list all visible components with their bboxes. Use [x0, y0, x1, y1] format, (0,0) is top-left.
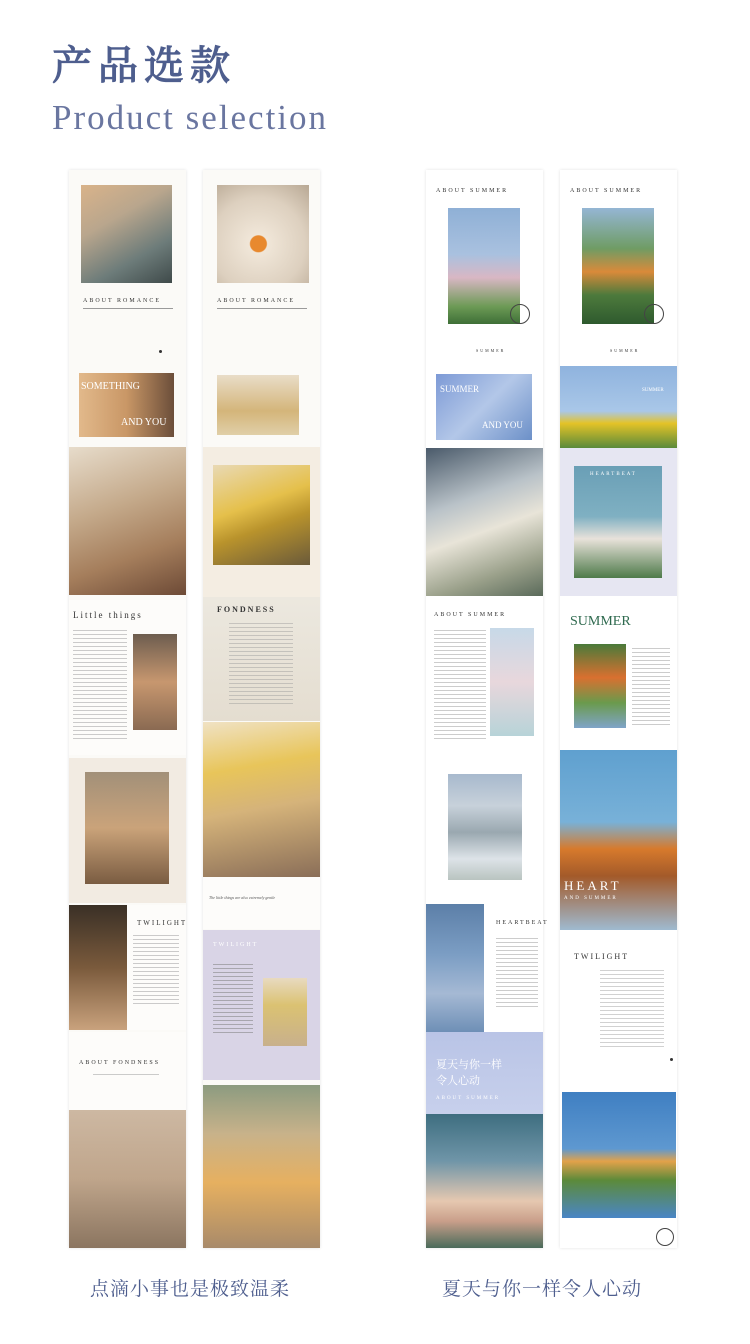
orange-flower-photo: [574, 644, 626, 728]
stamp-icon: [644, 304, 664, 324]
daisy-bouquet-photo: [426, 448, 543, 596]
sky-panel: [560, 1090, 677, 1248]
page-title-en: Product selection: [52, 98, 329, 137]
body-text-block: [213, 964, 253, 1034]
summer-and-you-panel: [426, 370, 543, 448]
caption-summer: 夏天与你一样令人心动: [442, 1278, 643, 1300]
about-romance-label: ABOUT ROMANCE: [217, 298, 296, 304]
quote-panel: [203, 877, 320, 929]
tulips-photo: [69, 1110, 186, 1248]
twilight-card-panel: [203, 930, 320, 1080]
straw-hat-photo: [69, 447, 186, 595]
flower-photo: [81, 185, 172, 283]
and-you-text: AND YOU: [121, 417, 167, 428]
heartbeat-title: HEARTBEAT: [496, 920, 549, 926]
tulip-photo: [263, 978, 307, 1046]
body-text-block: [229, 623, 293, 707]
about-fondness-panel: [69, 1032, 186, 1110]
something-text: SOMETHING: [81, 381, 140, 392]
about-summer-label-2: ABOUT SUMMER: [434, 612, 507, 618]
divider: [217, 308, 307, 309]
about-summer-panel: [560, 170, 677, 360]
about-summer-label: ABOUT SUMMER: [570, 188, 643, 194]
quote-text: The little things are also extremely gentle: [209, 895, 276, 900]
cn-line-1: 夏天与你一样: [436, 1058, 502, 1071]
about-summer-panel: [426, 170, 543, 360]
caption-romance: 点滴小事也是极致温柔: [90, 1278, 291, 1300]
strip-romance-1: [69, 170, 186, 1248]
stamp-icon: [510, 304, 530, 324]
summer-small-label: SUMMER: [476, 348, 506, 353]
dots-icon: [159, 350, 162, 353]
something-panel: [69, 365, 186, 445]
about-romance-label: ABOUT ROMANCE: [83, 298, 162, 304]
body-text-block: [632, 648, 670, 726]
twilight-title: TWILIGHT: [213, 942, 259, 948]
stamp-icon: [656, 1228, 674, 1246]
about-fondness-label: ABOUT FONDNESS: [79, 1060, 161, 1066]
heartbeat-panel: [426, 900, 549, 1032]
sunset-photo: [426, 1114, 543, 1248]
sky-flower-photo: [574, 466, 662, 578]
little-things-panel: [69, 600, 186, 755]
body-text-block: [600, 970, 664, 1050]
summer-text: SUMMER: [440, 384, 480, 394]
cover-panel: [203, 170, 320, 350]
and-summer-label: AND SUMMER: [564, 896, 618, 901]
divider: [93, 1074, 159, 1075]
cn-line-2: 令人心动: [436, 1074, 480, 1087]
vase-photo: [85, 772, 169, 884]
heart-panel: [560, 750, 677, 930]
twilight-title: TWILIGHT: [137, 919, 188, 927]
tulips-card-panel: [203, 447, 320, 597]
heart-title: HEART: [564, 878, 622, 893]
body-text-block: [133, 935, 179, 1005]
page-title-cn: 产品选款: [52, 43, 236, 89]
flowers-panel: [69, 758, 186, 903]
water-photo: [426, 904, 484, 1032]
about-summer-label-3: ABOUT SUMMER: [436, 1096, 501, 1101]
window-photo: [133, 634, 177, 730]
daisy-field-photo: [448, 774, 522, 880]
fondness-title: FONDNESS: [217, 605, 276, 614]
body-text-block: [496, 938, 538, 1008]
strip-romance-2: [203, 170, 320, 1248]
orange-photo: [217, 185, 309, 283]
and-you-text: AND YOU: [482, 420, 523, 430]
orange-tree-photo: [582, 208, 654, 324]
strip-summer-2: [560, 170, 677, 1248]
body-text-block: [434, 630, 486, 740]
summer-flower-photo: [448, 208, 520, 324]
little-things-title: Little things: [73, 610, 143, 620]
tea-panel: [203, 365, 320, 445]
heartbeat-panel: [560, 448, 677, 596]
cover-panel: [69, 170, 186, 350]
summer-text-panel: [560, 600, 677, 752]
tulips-card-photo: [213, 465, 310, 565]
fondness-panel: [203, 597, 320, 721]
cn-title-panel: [426, 1032, 543, 1114]
body-text-block: [73, 630, 127, 740]
dot-icon: [670, 1058, 673, 1061]
twilight-photo: [69, 905, 127, 1030]
tea-photo: [217, 375, 299, 435]
strip-summer-1: [426, 170, 549, 1248]
pastel-photo: [490, 628, 534, 736]
summer-small-label: SUMMER: [610, 348, 640, 353]
twilight-panel: [69, 905, 186, 1030]
field-panel: [426, 760, 543, 890]
twilight-panel: [560, 930, 677, 1090]
summer-small-text: SUMMER: [642, 388, 664, 393]
about-summer-label: ABOUT SUMMER: [436, 188, 509, 194]
sky-cloud-photo: [562, 1092, 676, 1218]
heartbeat-label: HEARTBEAT: [590, 472, 637, 477]
summer-big-title: SUMMER: [570, 614, 631, 629]
rapeseed-photo: [560, 366, 677, 448]
about-summer-text-panel: [426, 600, 543, 760]
picnic-photo: [203, 1085, 320, 1248]
twilight-title: TWILIGHT: [574, 952, 630, 961]
lemons-photo: [203, 722, 320, 877]
divider: [83, 308, 173, 309]
